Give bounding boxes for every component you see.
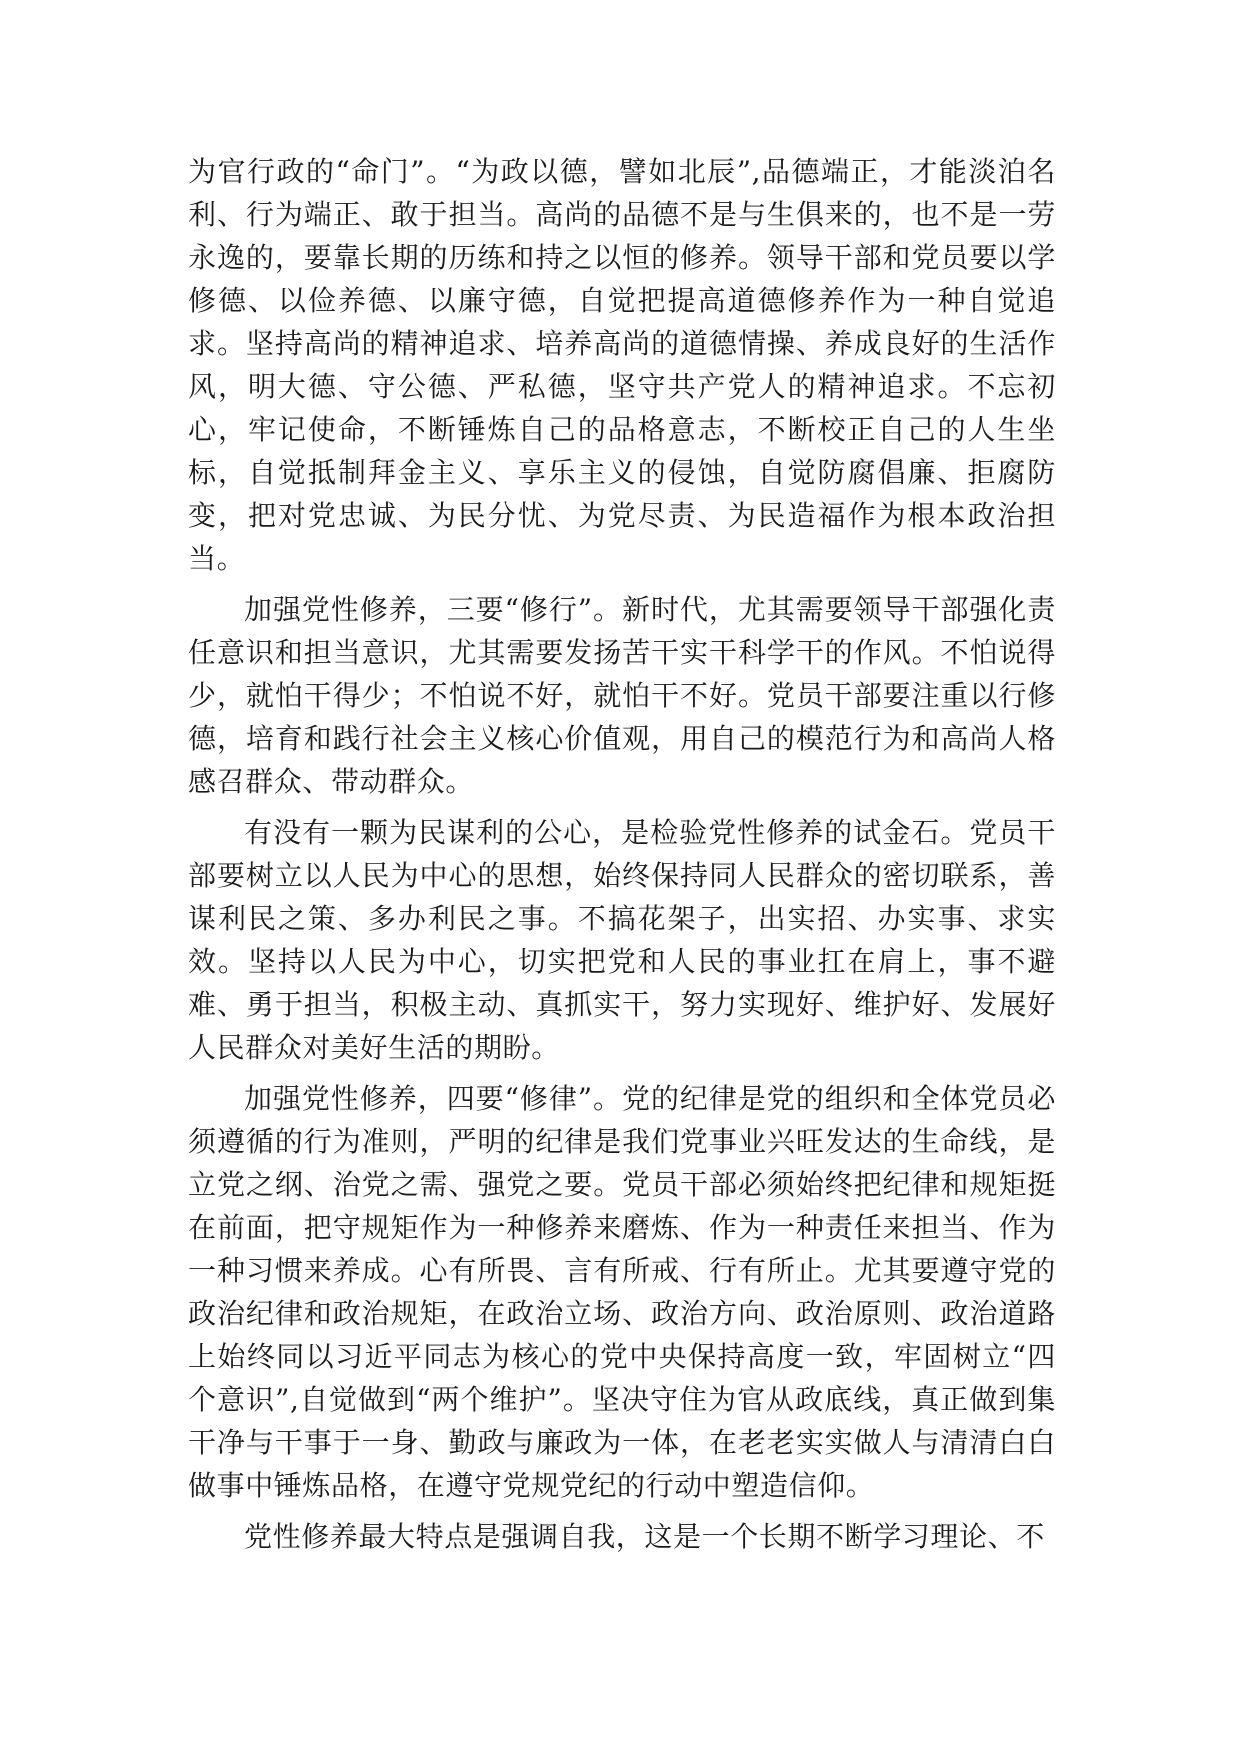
paragraph-4: 加强党性修养，四要“修律”。党的纪律是党的组织和全体党员必须遵循的行为准则，严明的纪律是我们党事业兴旺发达的生命线，是立党之纲、治党之需、强党之要。党员干部必须始终把纪律和规矩挺在前面，把守规矩作为一种修养来磨炼、作为一种责任来担当、作为一种习惯来养成。心有所畏、言有所戒、行有所止。尤其要遵守党的政治纪律和政治规矩，在政治立场、政治方向、政治原则、政治道路上始终同以习近平同志为核心的党中央保持高度一致，牢固树立“四个意识”,自觉做到“两个维护”。坚决守住为官从政底线，真正做到集干净与干事于一身、勤政与廉政为一体，在老老实实做人与清清白白做事中锤炼品格，在遵守党规党纪的行动中塑造信仰。 (188, 1082, 1056, 1502)
paragraph-5: 党性修养最大特点是强调自我，这是一个长期不断学习理论、不 (244, 1520, 1045, 1553)
paragraph-3: 有没有一颗为民谋利的公心，是检验党性修养的试金石。党员干部要树立以人民为中心的思想，始终保持同人民群众的密切联系，善谋利民之策、多办利民之事。不搞花架子，出实招、办实事、求实效。坚持以人民为中心，切实把党和人民的事业扛在肩上，事不避难、勇于担当，积极主动、真抓实干，努力实现好、维护好、发展好人民群众对美好生活的期盼。 (188, 816, 1056, 1064)
paragraph-2: 加强党性修养，三要“修行”。新时代，尤其需要领导干部强化责任意识和担当意识，尤其需要发扬苦干实干科学干的作风。不怕说得少，就怕干得少；不怕说不好，就怕干不好。党员干部要注重以行修德，培育和践行社会主义核心价值观，用自己的模范行为和高尚人格感召群众、带动群众。 (188, 593, 1056, 798)
document-body (188, 150, 1056, 1566)
paragraph-1: 为官行政的“命门”。“为政以德，譬如北辰”,品德端正，才能淡泊名利、行为端正、敢于担当。高尚的品德不是与生俱来的，也不是一劳永逸的，要靠长期的历练和持之以恒的修养。领导干部和党员要以学修德、以俭养德、以廉守德，自觉把提高道德修养作为一种自觉追求。坚持高尚的精神追求、培养高尚的道德情操、养成良好的生活作风，明大德、守公德、严私德，坚守共产党人的精神追求。不忘初心，牢记使命，不断锤炼自己的品格意志，不断校正自己的人生坐标，自觉抵制拜金主义、享乐主义的侵蚀，自觉防腐倡廉、拒腐防变，把对党忠诚、为民分忧、为党尽责、为民造福作为根本政治担当。 (188, 155, 1056, 575)
